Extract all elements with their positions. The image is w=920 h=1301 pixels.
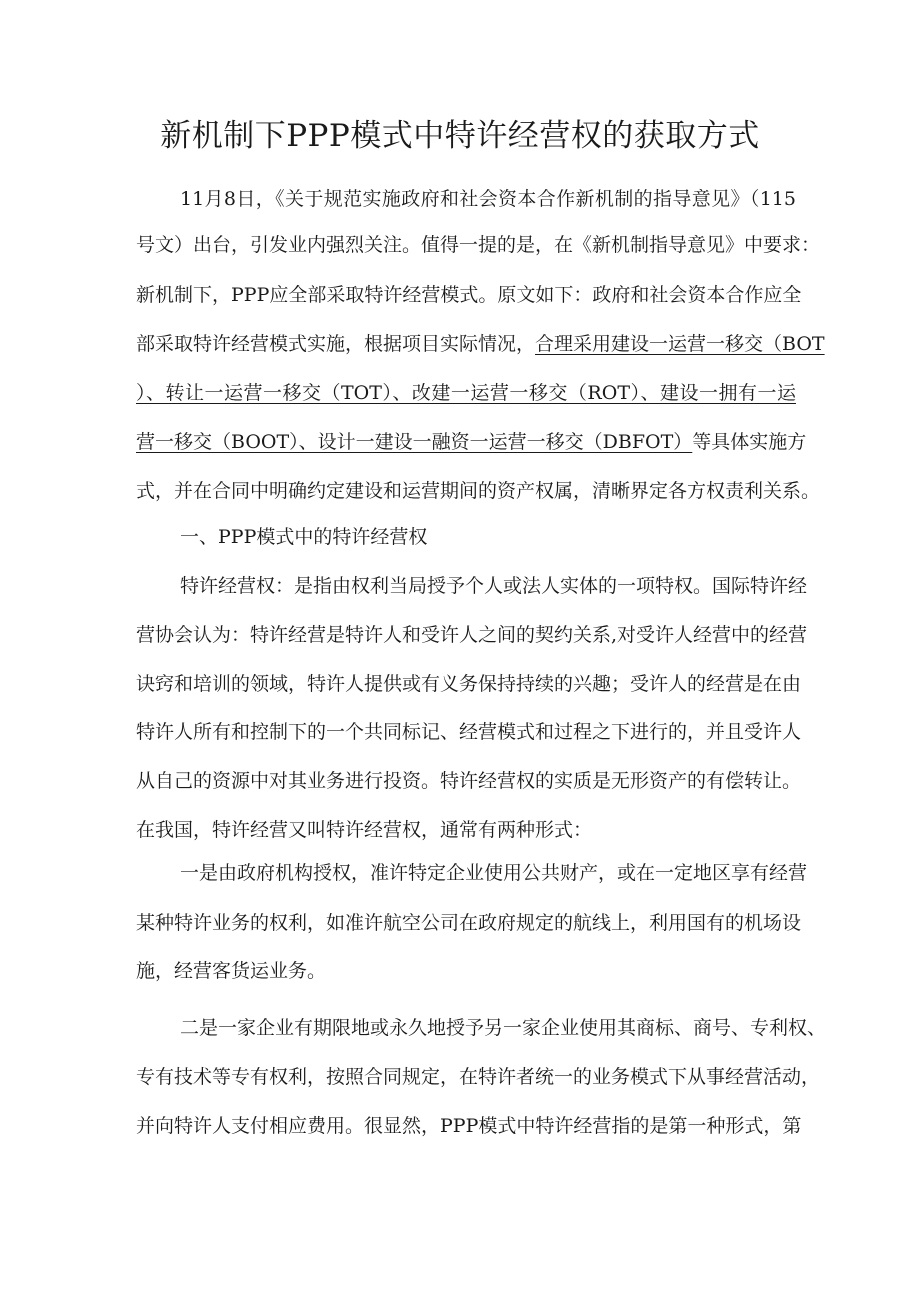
- paragraph2-line3: 诀窍和培训的领域，特许人提供或有义务保持持续的兴趣；受许人的经营是在由: [136, 673, 802, 695]
- paragraph4-line2: 专有技术等专有权利，按照合同规定，在特许者统一的业务模式下从事经营活动，: [136, 1066, 821, 1088]
- paragraph3-line1: 一是由政府机构授权，准许特定企业使用公共财产，或在一定地区享有经营: [180, 862, 808, 884]
- underlined-text: 合理采用建设一运营一移交（BOT: [535, 333, 825, 355]
- paragraph1-line4: [136, 331, 825, 357]
- paragraph1-line7: 式，并在合同中明确约定建设和运营期间的资产权属，清晰界定各方权责利关系。: [136, 480, 821, 502]
- paragraph2-line1: 特许经营权：是指由权利当局授予个人或法人实体的一项特权。国际特许经: [180, 575, 808, 597]
- paragraph1-line4-plain: 部采取特许经营模式实施，根据项目实际情况，: [136, 333, 536, 355]
- paragraph1-line6-plain: 等具体实施方: [692, 431, 807, 453]
- underlined-text: ）、转让一运营一移交（TOT）、改建一运营一移交（ROT）、建设一拥有一运: [136, 382, 796, 404]
- paragraph3-line2: 某种特许业务的权利，如准许航空公司在政府规定的航线上，利用国有的机场设: [136, 912, 802, 934]
- paragraph1-line5: [136, 380, 796, 406]
- section-heading: 一、PPP模式中的特许经营权: [180, 526, 428, 548]
- paragraph4-line3: 并向特许人支付相应费用。很显然，PPP模式中特许经营指的是第一种形式，第: [136, 1115, 802, 1137]
- paragraph2-line6: 在我国，特许经营又叫特许经营权，通常有两种形式：: [136, 819, 593, 841]
- paragraph2-line2: 营协会认为：特许经营是特许人和受许人之间的契约关系,对受许人经营中的经营: [136, 624, 808, 646]
- paragraph3-line3: 施，经营客货运业务。: [136, 960, 327, 982]
- paragraph1-line1: 11月8日，《关于规范实施政府和社会资本合作新机制的指导意见》（115: [180, 188, 796, 210]
- paragraph1-line2: 号文）出台，引发业内强烈关注。值得一提的是，在《新机制指导意见》中要求：: [136, 234, 821, 256]
- paragraph4-line1: 二是一家企业有期限地或永久地授予另一家企业使用其商标、商号、专利权、: [180, 1017, 827, 1039]
- paragraph2-line4: 特许人所有和控制下的一个共同标记、经营模式和过程之下进行的，并且受许人: [136, 721, 802, 743]
- document-title: 新机制下PPP模式中特许经营权的获取方式: [160, 118, 760, 154]
- paragraph1-line6: [136, 429, 807, 455]
- paragraph1-line3: 新机制下，PPP应全部采取特许经营模式。原文如下：政府和社会资本合作应全: [136, 284, 802, 306]
- paragraph2-line5: 从自己的资源中对其业务进行投资。特许经营权的实质是无形资产的有偿转让。: [136, 770, 802, 792]
- underlined-text: 营一移交（BOOT）、设计一建设一融资一运营一移交（DBFOT）: [136, 431, 693, 453]
